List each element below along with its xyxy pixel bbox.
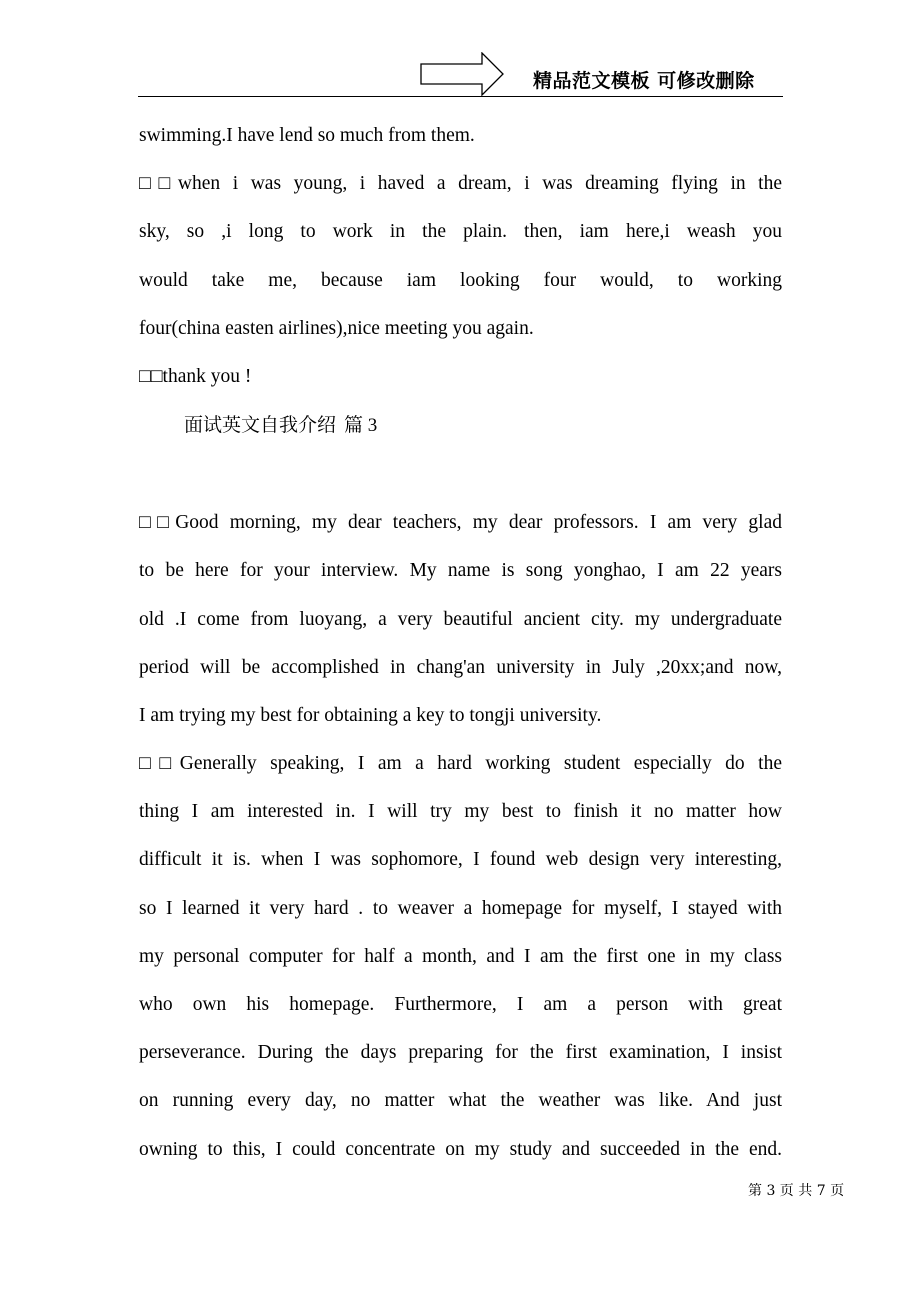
- paragraph-line: swimming.I have lend so much from them.: [139, 125, 475, 146]
- paragraph-line: □□when i was young, i haved a dream, i was dreaming flying in the: [139, 173, 782, 195]
- paragraph-line: owning to this, I could concentrate on my study and succeeded in the end.: [139, 1138, 782, 1160]
- section-heading: [139, 401, 782, 449]
- paragraph-line: so I learned it very hard . to weaver a homepage for myself, I stayed with: [139, 897, 782, 919]
- paragraph-line: to be here for your interview. My name is song yonghao, I am 22 years: [139, 560, 782, 582]
- paragraph-line: my personal computer for half a month, and I am the first one in my class: [139, 945, 782, 967]
- section-title: 面试英文自我介绍: [184, 414, 337, 437]
- section-spacer: [139, 449, 782, 499]
- paragraph-line: □□Good morning, my dear teachers, my dear professors. I am very glad: [139, 512, 782, 534]
- paragraph-line: four(china easten airlines),nice meeting you again.: [139, 317, 534, 339]
- paragraph-line: would take me, because iam looking four would, to working: [139, 269, 782, 291]
- page-number: 第 3 页 共 7 页: [748, 1183, 845, 1199]
- paragraph-line: □□Generally speaking, I am a hard working student especially do the: [139, 753, 782, 775]
- paragraph-line: who own his homepage. Furthermore, I am a person with great: [139, 994, 782, 1015]
- paragraph-line: on running every day, no matter what the weather was like. And just: [139, 1090, 782, 1112]
- paragraph-line: □□thank you !: [139, 365, 252, 387]
- header-banner-text: 精品范文模板 可修改删除: [533, 70, 755, 92]
- paragraph-line: I am trying my best for obtaining a key to tongji university.: [139, 704, 602, 726]
- paragraph-line: period will be accomplished in chang'an university in July ,20xx;and now,: [139, 656, 782, 678]
- right-arrow-outline-icon: [420, 52, 504, 96]
- document-body: [139, 112, 782, 1174]
- paragraph-line: old .I come from luoyang, a very beautiful ancient city. my undergraduate: [139, 608, 782, 630]
- paragraph-line: thing I am interested in. I will try my best to finish it no matter how: [139, 801, 782, 823]
- section-part-label: 篇 3: [344, 415, 378, 437]
- paragraph-line: sky, so ,i long to work in the plain. then, iam here,i weash you: [139, 221, 782, 243]
- header-divider: [138, 96, 783, 97]
- paragraph-line: difficult it is. when I was sophomore, I found web design very interesting,: [139, 849, 782, 871]
- paragraph-line: perseverance. During the days preparing for the first examination, I insist: [139, 1042, 782, 1064]
